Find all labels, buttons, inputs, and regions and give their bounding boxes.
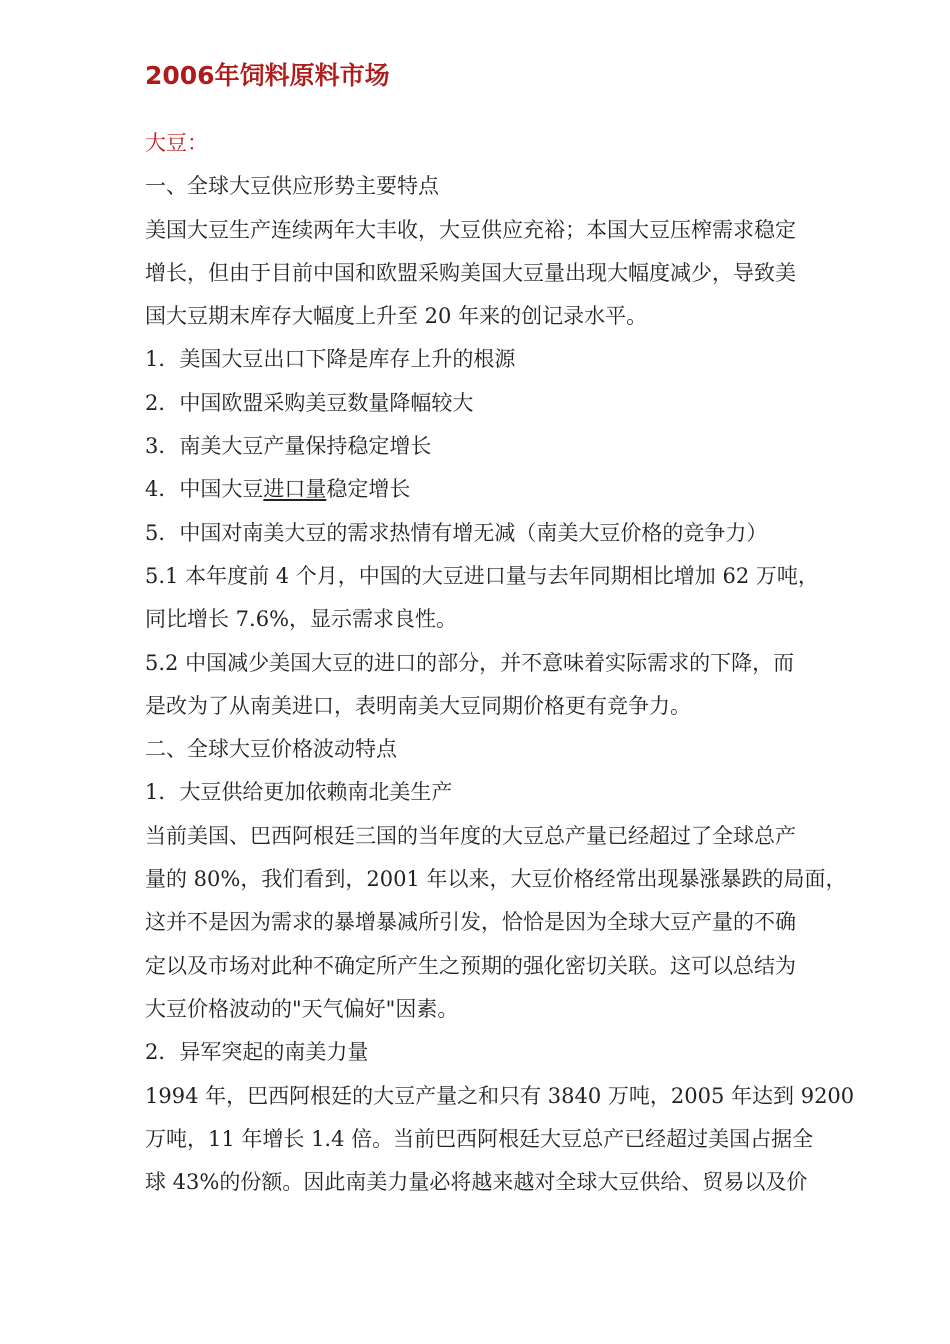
list-item: 1．大豆供给更加依赖南北美生产 — [145, 780, 453, 805]
list-item: 2．中国欧盟采购美豆数量降幅较大 — [145, 390, 474, 415]
paragraph-line: 5.1 本年度前 4 个月，中国的大豆进口量与去年同期相比增加 62 万吨， — [145, 563, 819, 588]
heading-price-features: 二、全球大豆价格波动特点 — [145, 737, 397, 762]
paragraph-line: 球 43%的份额。因此南美力量必将越来越对全球大豆供给、贸易以及价 — [145, 1170, 808, 1195]
list-item — [145, 468, 865, 511]
document-body — [145, 122, 865, 1204]
paragraph-line: 增长，但由于目前中国和欧盟采购美国大豆量出现大幅度减少，导致美 — [145, 260, 796, 285]
paragraph-line: 美国大豆生产连续两年大丰收，大豆供应充裕；本国大豆压榨需求稳定 — [145, 217, 796, 242]
paragraph-line: 量的 80%，我们看到，2001 年以来，大豆价格经常出现暴涨暴跌的局面， — [145, 867, 847, 892]
list-item: 3．南美大豆产量保持稳定增长 — [145, 434, 432, 459]
list-item: 2．异军突起的南美力量 — [145, 1040, 369, 1065]
list-item-text: 4．中国大豆 — [145, 477, 264, 502]
paragraph-line: 1994 年，巴西阿根廷的大豆产量之和只有 3840 万吨，2005 年达到 9200 — [145, 1083, 855, 1108]
paragraph-line: 5.2 中国减少美国大豆的进口的部分，并不意味着实际需求的下降，而 — [145, 650, 795, 675]
paragraph-line: 当前美国、巴西阿根廷三国的当年度的大豆总产量已经超过了全球总产 — [145, 823, 796, 848]
section-label-soybean: 大豆： — [145, 131, 208, 155]
paragraph-line: 国大豆期末库存大幅度上升至 20 年来的创记录水平。 — [145, 304, 648, 329]
paragraph-line: 大豆价格波动的"天气偏好"因素。 — [145, 996, 459, 1021]
paragraph-line: 是改为了从南美进口，表明南美大豆同期价格更有竞争力。 — [145, 693, 691, 718]
list-item: 5．中国对南美大豆的需求热情有增无减（南美大豆价格的竞争力） — [145, 520, 768, 545]
paragraph-line: 这并不是因为需求的暴增暴减所引发，恰恰是因为全球大豆产量的不确 — [145, 910, 796, 935]
list-item: 1．美国大豆出口下降是库存上升的根源 — [145, 347, 516, 372]
heading-supply-features: 一、全球大豆供应形势主要特点 — [145, 174, 439, 199]
paragraph-line: 同比增长 7.6%，显示需求良性。 — [145, 607, 458, 632]
document-title: 2006年饲料原料市场 — [145, 61, 390, 90]
list-item-text: 稳定增长 — [326, 477, 411, 502]
paragraph-line: 万吨，11 年增长 1.4 倍。当前巴西阿根廷大豆总产已经超过美国占据全 — [145, 1126, 814, 1151]
paragraph-line: 定以及市场对此种不确定所产生之预期的强化密切关联。这可以总结为 — [145, 953, 796, 978]
import-volume-link[interactable]: 进口量 — [263, 477, 327, 502]
